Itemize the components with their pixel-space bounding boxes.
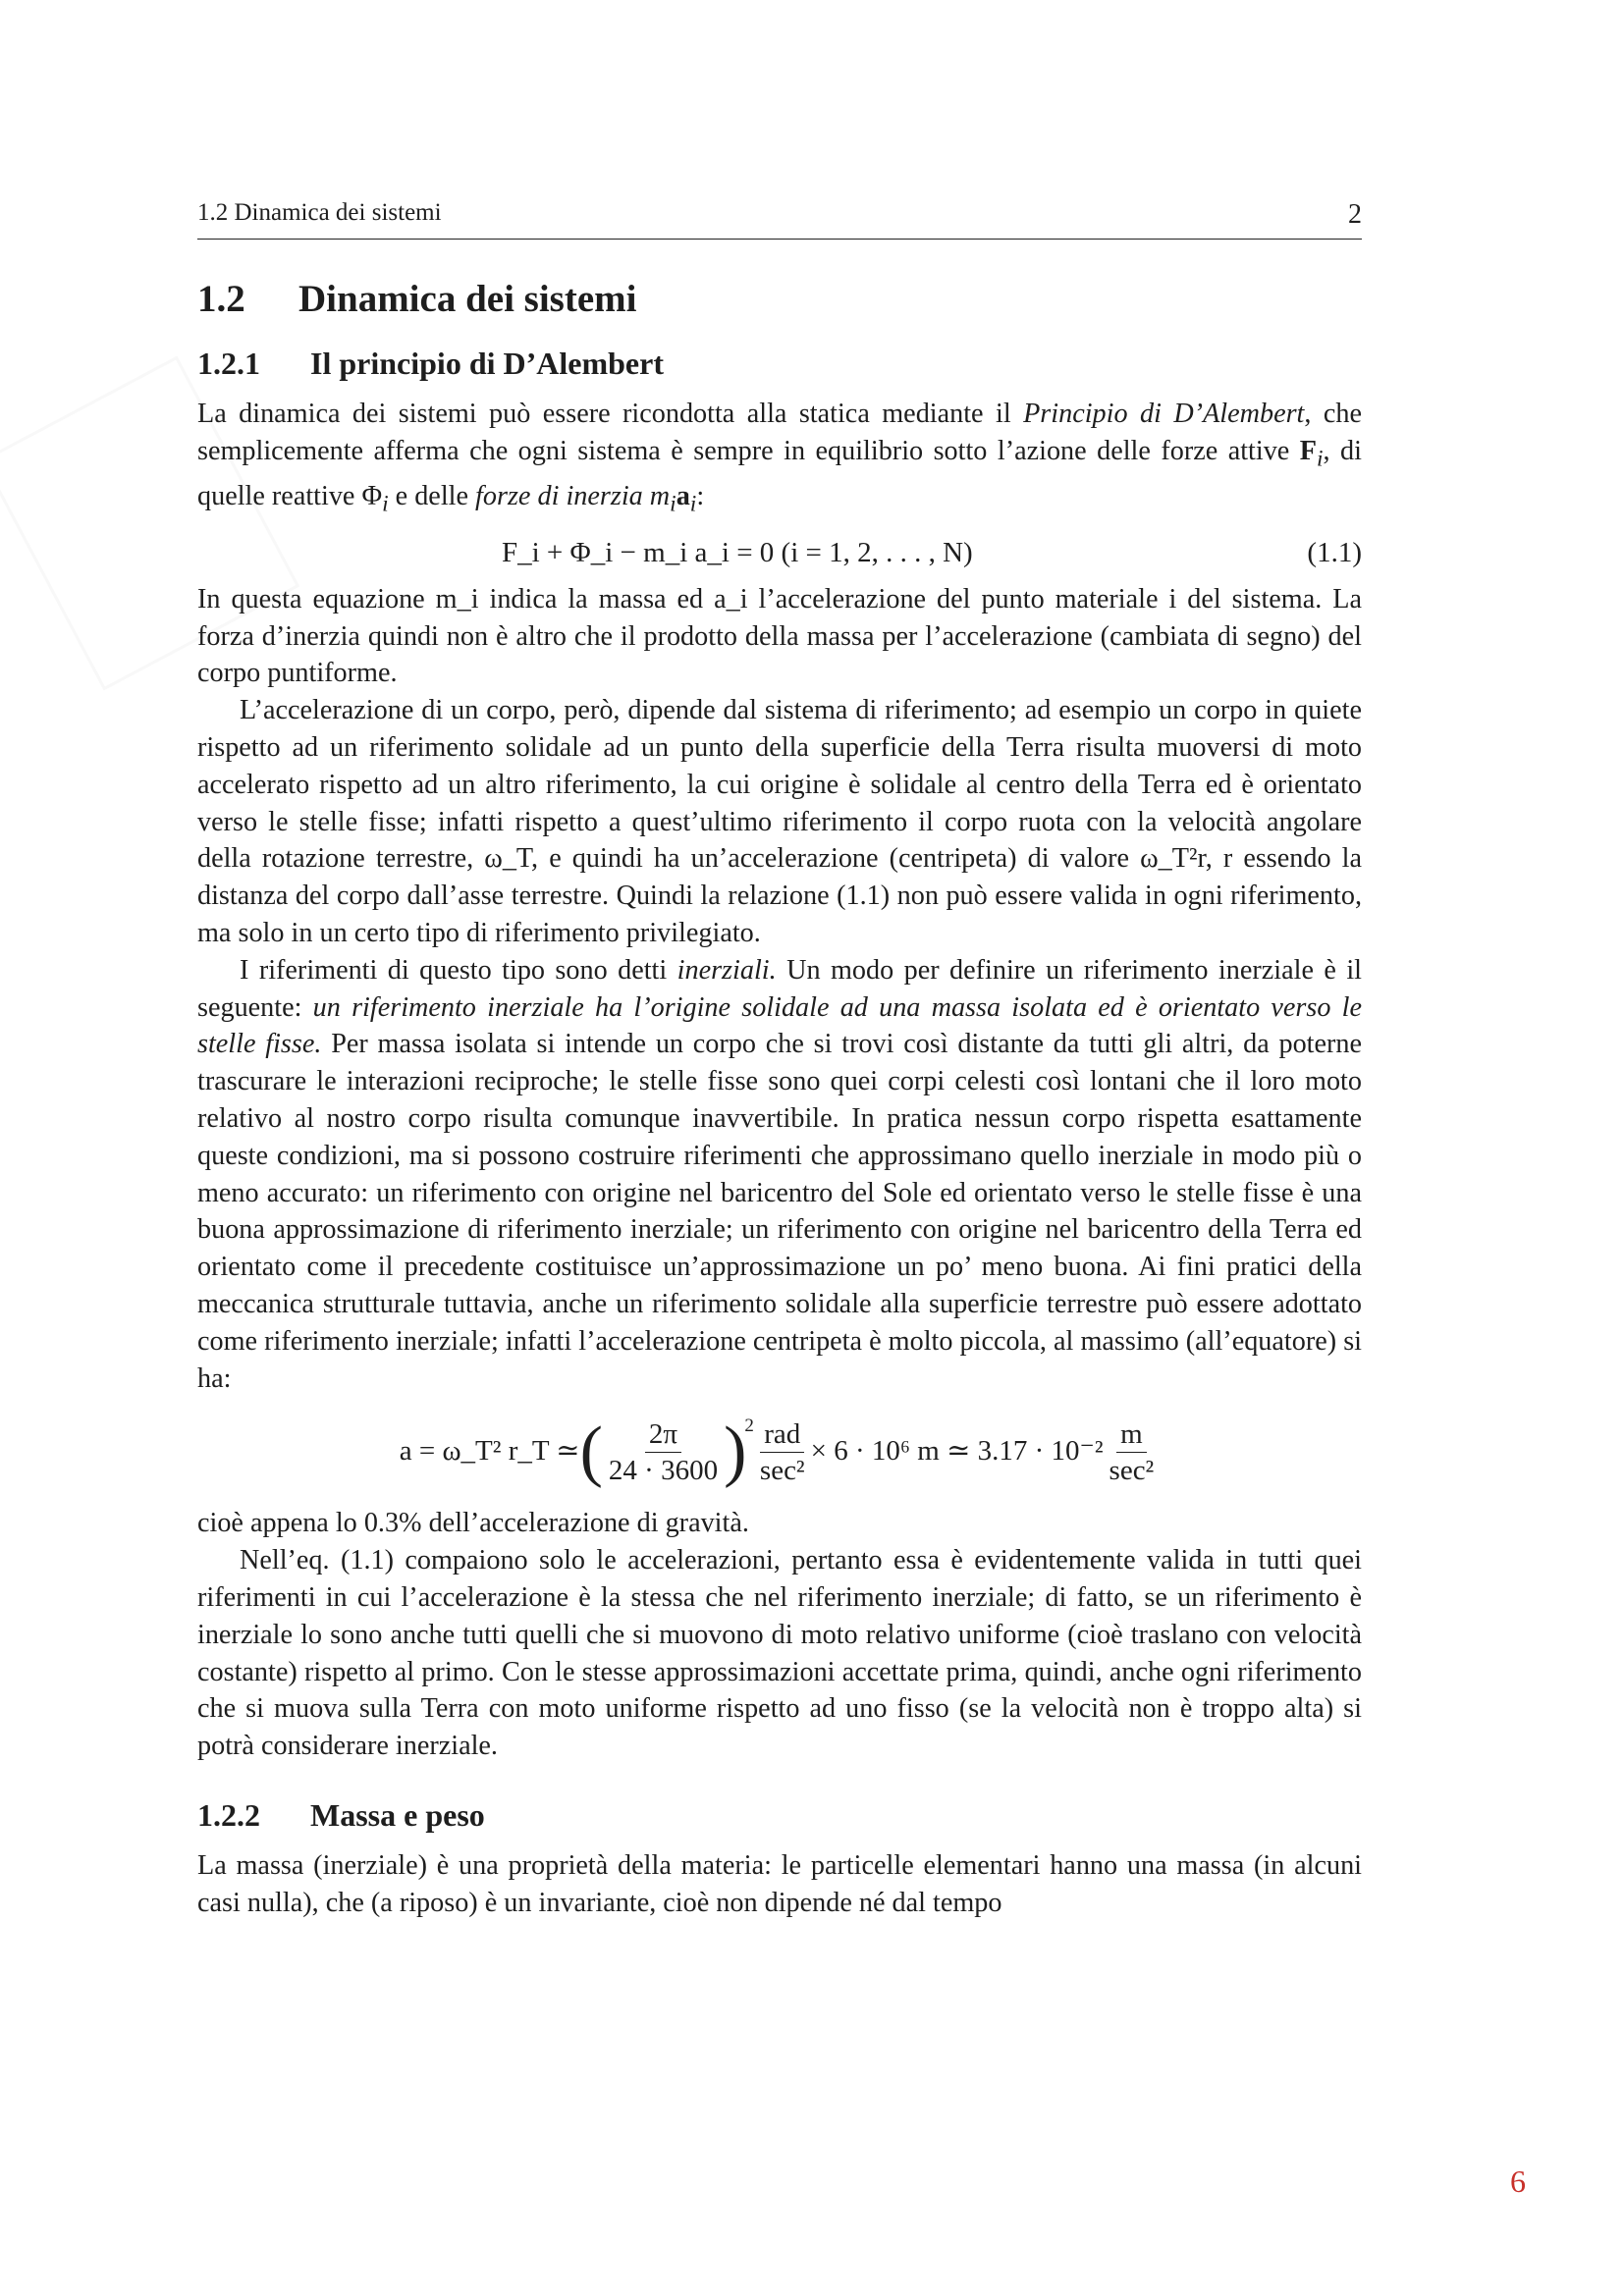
paragraph-2: In questa equazione m_i indica la massa ed a_i l’accelerazione del punto materiale i del sistema. La forza d’inerzia quindi non è altro che il prodotto della massa per l’accelerazione (cambiata di segno) del corpo puntiforme. xyxy=(197,583,1362,689)
eq2-lhs: a = ω_T² r_T ≃ xyxy=(399,1435,580,1468)
equation-number: (1.1) xyxy=(1307,536,1362,568)
paragraph-5: cioè appena lo 0.3% dell’accelerazione di gravità. xyxy=(197,1508,749,1539)
fraction-denominator: sec² xyxy=(759,1454,805,1486)
fraction-numerator: m xyxy=(1116,1416,1147,1453)
fraction-denominator: 24 · 3600 xyxy=(608,1454,719,1486)
page-content xyxy=(197,263,1362,1922)
fraction-2pi xyxy=(609,1416,718,1489)
fraction-denominator: sec² xyxy=(1109,1454,1155,1486)
equation-formula: F_i + Φ_i − m_i a_i = 0 (i = 1, 2, . . . , N) xyxy=(502,536,973,568)
subsection-title: Il principio di D’Alembert xyxy=(310,345,664,381)
equation-centripetal-acceleration xyxy=(197,1405,1362,1499)
right-paren: ) xyxy=(724,1414,747,1490)
fraction-m-sec xyxy=(1109,1416,1155,1489)
left-paren: ( xyxy=(579,1414,603,1490)
equation-1-1 xyxy=(197,530,1362,575)
paragraph-6: Nell’eq. (1.1) compaiono solo le accelerazioni, pertanto essa è evidentemente valida in tutti quei riferimenti in cui l’accelerazione è la stessa che nel riferimento inerziale; di fatto, se un riferimento è inerziale lo sono anche tutti quelli che si muovono di moto relativo uniforme (cioè traslano con velocità costante) rispetto al primo. Con le stesse approssimazioni accettate prima, quindi, anche ogni riferimento che si muova sulla Terra con moto uniforme rispetto ad uno fisso (se la velocità non è troppo alta) si potrà considerare inerziale. xyxy=(197,1545,1362,1762)
footer-page-number: 6 xyxy=(1510,2163,1526,2199)
paragraph-1: La dinamica dei sistemi può essere ricondotta alla statica mediante il Principio di D’Alembert, che semplicemente afferma che ogni sistema è sempre in equilibrio sotto l’azione delle forze attive $F_i$, di quelle reattive $\Phi_i$ e delle forze di inerzia $m_ia_i$: xyxy=(197,399,1362,518)
section-title: Dinamica dei sistemi xyxy=(298,278,637,320)
paragraph-3: L’accelerazione di un corpo, però, dipende dal sistema di riferimento; ad esempio un corpo in quiete rispetto ad un riferimento solidale ad un punto della superficie della Terra risulta muoversi di moto accelerato rispetto ad un altro riferimento, la cui origine è solidale al centro della Terra ed è orientato verso le stelle fisse; infatti rispetto a quest’ultimo riferimento il corpo ruota con la velocità angolare della rotazione terrestre, ω_T, e quindi ha un’accelerazione (centripeta) di valore ω_T²r, r essendo la distanza del corpo dall’asse terrestre. Quindi la relazione (1.1) non può essere valida in ogni riferimento, ma solo in un certo tipo di riferimento privilegiato. xyxy=(197,695,1362,949)
subsection-heading-2 xyxy=(197,1796,1362,1834)
subsection-number: 1.2.1 xyxy=(197,345,260,381)
subsection-title: Massa e peso xyxy=(310,1796,485,1833)
running-head-title: 1.2 Dinamica dei sistemi xyxy=(197,199,442,226)
running-head-page-number: 2 xyxy=(1348,199,1362,230)
subsection-number: 1.2.2 xyxy=(197,1796,260,1833)
paragraph-7: La massa (inerziale) è una proprietà della materia: le particelle elementari hanno una massa (in alcuni casi nulla), che (a riposo) è un invariante, cioè non dipende né dal tempo xyxy=(197,1850,1362,1919)
paragraph-4: I riferimenti di questo tipo sono detti inerziali. Un modo per definire un riferimento inerziale è il seguente: un riferimento inerziale ha l’origine solidale ad una massa isolata ed è orientato verso le stelle fisse. Per massa isolata si intende un corpo che si trovi così distante da tutti gli altri, da poterne trascurare le interazioni reciproche; le stelle fisse sono quei corpi celesti così lontani che il loro moto relativo al nostro corpo risulta comunque inavvertibile. In pratica nessun corpo rispetta esattamente queste condizioni, ma si possono costruire riferimenti che approssimano quello inerziale in modo più o meno accurato: un riferimento con origine nel baricentro del Sole ed orientato verso le stelle fisse è una buona approssimazione di riferimento inerziale; un riferimento con origine nel baricentro della Terra ed orientato come il precedente costituisce un’approssimazione un po’ meno buona. Ai fini pratici della meccanica strutturale tuttavia, anche un riferimento solidale alla superficie terrestre può essere adottato come riferimento inerziale; infatti l’accelerazione centripeta è molto piccola, al massimo (all’equatore) si ha: xyxy=(197,954,1362,1394)
section-heading xyxy=(197,277,1362,323)
fraction-rad-sec xyxy=(760,1416,805,1489)
running-head xyxy=(197,199,1362,240)
section-number: 1.2 xyxy=(197,278,245,320)
fraction-numerator: rad xyxy=(760,1416,804,1453)
fraction-numerator: 2π xyxy=(645,1416,681,1453)
exponent: 2 xyxy=(744,1415,754,1437)
eq2-middle: × 6 · 10⁶ m ≃ 3.17 · 10⁻² xyxy=(810,1435,1104,1468)
subsection-heading-1 xyxy=(197,345,1362,382)
